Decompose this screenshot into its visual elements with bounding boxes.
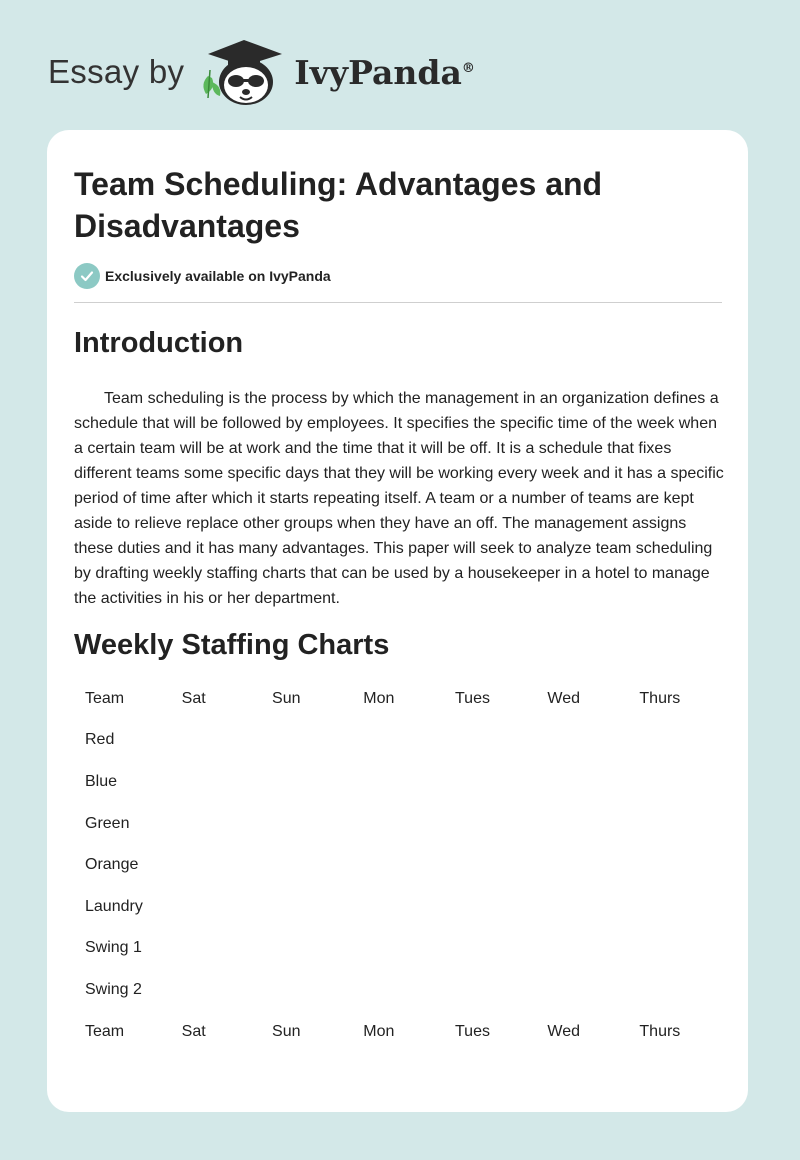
table-footer-cell: Mon (363, 1022, 395, 1040)
team-name-cell: Laundry (85, 897, 143, 915)
table-footer-row (74, 1011, 722, 1053)
table-row (74, 969, 722, 1011)
table-header-cell: Sat (181, 689, 206, 707)
table-row (74, 844, 722, 886)
brand-name: IvyPanda® (294, 52, 475, 92)
team-name-cell: Blue (85, 772, 118, 790)
table-row (74, 720, 722, 762)
table-footer-cell: Wed (547, 1022, 581, 1040)
table-header-cell: Thurs (639, 689, 681, 707)
table-footer-cell: Sun (272, 1022, 301, 1040)
table-row (74, 928, 722, 970)
table-footer-cell: Tues (454, 1022, 490, 1040)
article-card (47, 130, 748, 1112)
team-name-cell: Swing 1 (85, 939, 142, 957)
introduction-paragraph: Team scheduling is the process by which the management in an organization defines a schedule that will be followed by employees. It specifies the specific time of the week when a certain team will be at work and the time that it will be off. It is a schedule that fixes different teams some specific days that they will be working every week and it has a specific period of time after which it starts repeating itself. A team or a number of teams are kept aside to relieve replace other groups when they have an off. The management assigns these duties and it has many advantages. This paper will seek to analyze team scheduling by drafting weekly staffing charts that can be used by a housekeeper in a hotel to manage the activities in his or her department. (74, 390, 724, 607)
article-title: Team Scheduling: Advantages and Disadvantages (74, 166, 603, 244)
table-header-cell: Tues (454, 689, 490, 707)
panda-logo-icon (198, 36, 290, 108)
divider (74, 302, 722, 303)
exclusive-badge-text: Exclusively available on IvyPanda (105, 268, 331, 284)
brand-prefix: Essay by (48, 53, 185, 90)
table-header-cell: Sun (272, 689, 301, 707)
table-header-row (74, 678, 722, 720)
table-footer-cell: Team (85, 1022, 125, 1040)
table-row (74, 803, 722, 845)
team-name-cell: Green (85, 814, 130, 832)
exclusive-badge (74, 263, 331, 289)
team-name-cell: Red (85, 731, 115, 749)
introduction-heading: Introduction (74, 327, 244, 359)
table-header-cell: Team (85, 689, 125, 707)
staffing-chart-heading: Weekly Staffing Charts (74, 629, 390, 661)
staffing-table (74, 678, 722, 1052)
table-footer-cell: Sat (181, 1022, 206, 1040)
table-row (74, 886, 722, 928)
table-header-cell: Wed (547, 689, 581, 707)
team-name-cell: Orange (85, 856, 139, 874)
team-name-cell: Swing 2 (85, 980, 142, 998)
table-row (74, 761, 722, 803)
table-header-cell: Mon (363, 689, 395, 707)
table-footer-cell: Thurs (639, 1022, 681, 1040)
checkmark-icon (74, 263, 100, 289)
site-brand[interactable] (48, 36, 475, 108)
